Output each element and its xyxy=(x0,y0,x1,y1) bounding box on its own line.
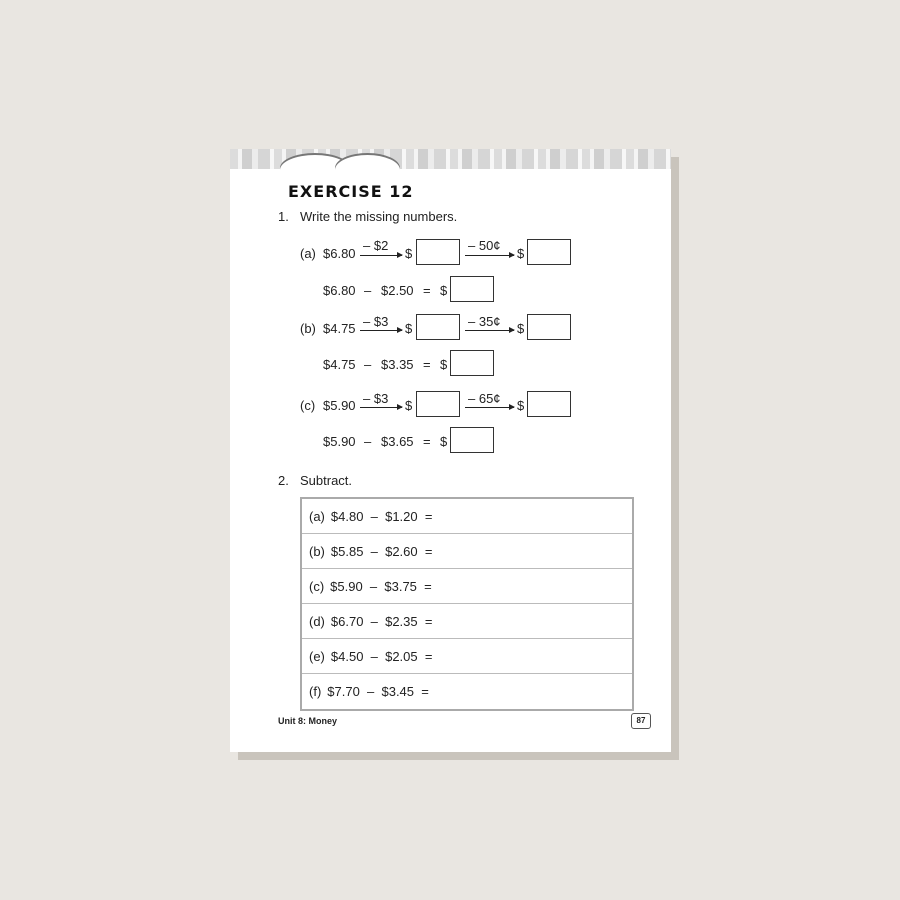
worksheet-page xyxy=(230,149,671,752)
answer-box[interactable] xyxy=(527,391,571,417)
answer-box[interactable] xyxy=(416,391,460,417)
start-amount: $5.90 xyxy=(323,398,356,413)
eq-left: $6.80 xyxy=(323,283,356,298)
eq-op: – xyxy=(364,434,372,449)
page-number: 87 xyxy=(631,713,651,729)
dollar-sign: $ xyxy=(405,398,413,413)
eq-left: $5.90 xyxy=(323,434,356,449)
row-label: (b) xyxy=(309,543,325,559)
row-expression: $5.90 – $3.75 = xyxy=(330,578,432,594)
table-row[interactable] xyxy=(302,674,632,709)
step-label: – 65¢ xyxy=(468,391,501,406)
row-label: (e) xyxy=(309,648,325,664)
step-label: – $3 xyxy=(363,314,389,329)
eq-right: $2.50 xyxy=(381,283,414,298)
dollar-sign: $ xyxy=(517,246,525,261)
subtraction-table xyxy=(300,497,634,711)
dollar-sign: $ xyxy=(517,398,525,413)
arrow-icon xyxy=(465,407,514,408)
answer-box[interactable] xyxy=(527,239,571,265)
answer-box[interactable] xyxy=(450,350,494,376)
eq-op: – xyxy=(364,357,372,372)
footer-unit: Unit 8: Money xyxy=(278,716,338,726)
answer-box[interactable] xyxy=(450,276,494,302)
eq-op: – xyxy=(364,283,372,298)
answer-box[interactable] xyxy=(416,314,460,340)
arrow-icon xyxy=(360,407,402,408)
dollar-sign: $ xyxy=(440,434,448,449)
arrow-icon xyxy=(465,330,514,331)
dollar-sign: $ xyxy=(440,283,448,298)
start-amount: $4.75 xyxy=(323,321,356,336)
row-label: (f) xyxy=(309,684,322,699)
eq-sign: = xyxy=(423,434,431,449)
eq-right: $3.65 xyxy=(381,434,414,449)
row-expression: $4.50 – $2.05 = xyxy=(330,648,433,664)
row-expression: $7.70 – $3.45 = xyxy=(327,684,429,699)
dollar-sign: $ xyxy=(405,246,413,261)
answer-box[interactable] xyxy=(416,239,460,265)
answer-box[interactable] xyxy=(527,314,571,340)
table-row[interactable] xyxy=(302,499,632,534)
eq-sign: = xyxy=(423,283,431,298)
arrow-icon xyxy=(360,255,402,256)
eq-sign: = xyxy=(423,357,431,372)
arrow-icon xyxy=(360,330,402,331)
exercise-title: EXERCISE 12 xyxy=(288,182,414,201)
dollar-sign: $ xyxy=(405,321,413,336)
row-label: (d) xyxy=(309,613,325,629)
row-expression: $6.70 – $2.35 = xyxy=(330,613,433,629)
table-row[interactable] xyxy=(302,604,632,639)
q2-instruction: Subtract. xyxy=(300,473,353,488)
answer-box[interactable] xyxy=(450,427,494,453)
step-label: – $2 xyxy=(363,238,389,253)
arrow-icon xyxy=(465,255,514,256)
step-label: – 35¢ xyxy=(468,314,501,329)
eq-left: $4.75 xyxy=(323,357,356,372)
step-label: – 50¢ xyxy=(468,238,501,253)
table-row[interactable] xyxy=(302,639,632,674)
row-label: (a) xyxy=(309,508,325,524)
table-row[interactable] xyxy=(302,534,632,569)
row-label: (c) xyxy=(309,578,325,594)
part-label: (a) xyxy=(300,246,316,261)
q2-number: 2. xyxy=(278,473,289,488)
row-expression: $4.80 – $1.20 = xyxy=(330,508,433,524)
row-expression: $5.85 – $2.60 = xyxy=(330,543,433,559)
table-row[interactable] xyxy=(302,569,632,604)
header-cloud xyxy=(335,155,400,185)
dollar-sign: $ xyxy=(517,321,525,336)
dollar-sign: $ xyxy=(440,357,448,372)
eq-right: $3.35 xyxy=(381,357,414,372)
q1-number: 1. xyxy=(278,209,289,224)
part-label: (c) xyxy=(300,398,316,413)
step-label: – $3 xyxy=(363,391,389,406)
start-amount: $6.80 xyxy=(323,246,356,261)
q1-instruction: Write the missing numbers. xyxy=(300,209,458,224)
part-label: (b) xyxy=(300,321,316,336)
